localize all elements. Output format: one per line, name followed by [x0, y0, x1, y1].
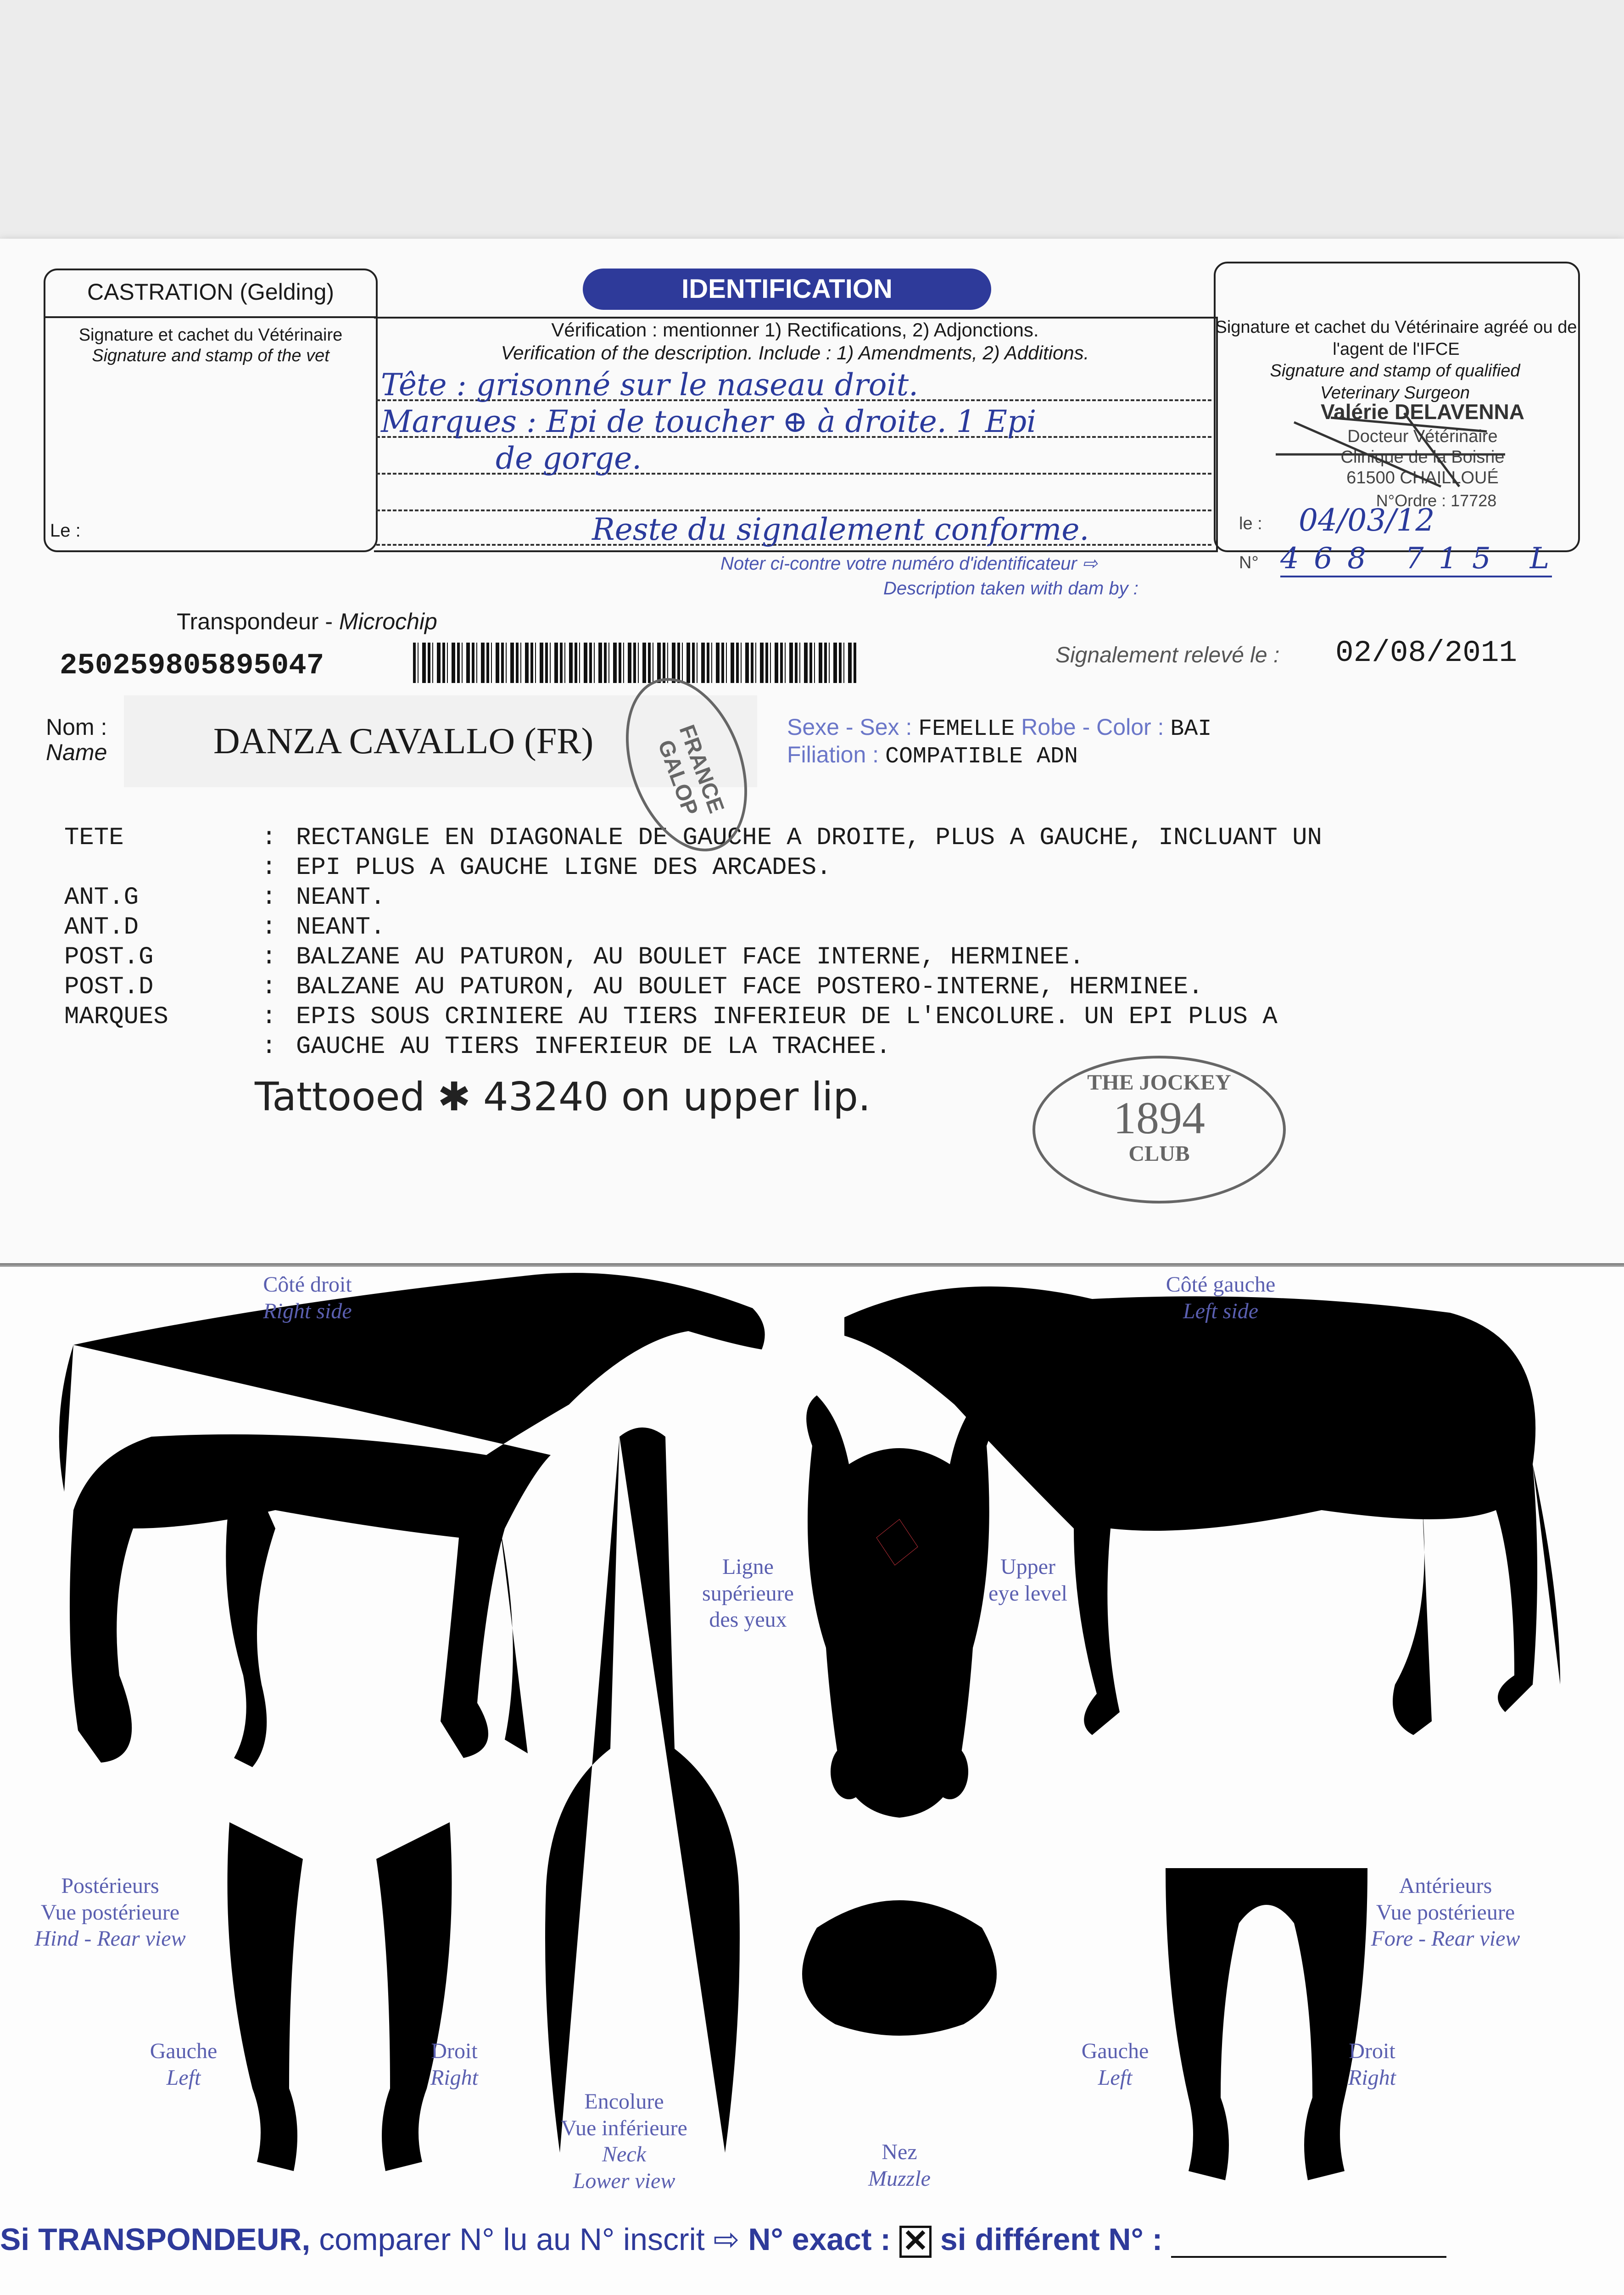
note-en: Description taken with dam by :	[883, 578, 1138, 599]
color-label: Robe - Color :	[1021, 714, 1164, 740]
desc-text: GAUCHE AU TIERS INFERIEUR DE LA TRACHEE.	[296, 1033, 891, 1061]
sex-value: FEMELLE	[918, 716, 1015, 742]
vet-stamp-clinic: Clinique de la Boisrie	[1340, 448, 1505, 467]
castration-sig-en: Signature and stamp of the vet	[92, 346, 329, 365]
eye-level-en-label: Upper eye level	[988, 1555, 1067, 1606]
jockey-year: 1894	[1113, 1092, 1205, 1143]
neck-view-label	[528, 2088, 720, 2194]
muzzle-en: Muzzle	[868, 2166, 931, 2191]
vet-stamp-name: Valérie DELAVENNA	[1321, 400, 1524, 424]
horse-hind-rear-drawing	[211, 1767, 468, 2199]
neck-en2: Lower view	[573, 2168, 675, 2193]
right-side-label	[239, 1271, 376, 1324]
left-text: Left	[166, 2065, 201, 2090]
desc-text: NEANT.	[296, 913, 385, 941]
left-side-en: Left side	[1183, 1299, 1258, 1323]
footer-different: si différent N° :	[940, 2222, 1163, 2257]
verification-en: Verification of the description. Include : 1) Amendments, 2) Additions.	[501, 342, 1089, 364]
fore-fr2: Vue postérieure	[1376, 1900, 1515, 1925]
left-side-fr: Côté gauche	[1166, 1272, 1276, 1297]
fore-right-label	[1331, 2038, 1413, 2091]
castration-title: CASTRATION (Gelding)	[87, 279, 335, 305]
name-label-fr: Nom :	[46, 714, 107, 740]
transponder-label-en: Microchip	[339, 609, 437, 634]
vet-stamp-city: 61500 CHAILLOUÉ	[1346, 468, 1499, 487]
vet-le-label: le :	[1239, 514, 1262, 533]
right-side-en: Right side	[263, 1299, 352, 1323]
neck-en1: Neck	[602, 2142, 646, 2167]
fore-view-label	[1345, 1873, 1546, 1952]
hind-view-label	[23, 1873, 197, 1952]
hind-left-label	[142, 2038, 225, 2091]
vet-le-value: 04/03/12	[1299, 503, 1435, 538]
vet-stamp-ordre: N°Ordre : 17728	[1376, 491, 1497, 510]
transponder-label	[177, 608, 437, 635]
desc-text: EPIS SOUS CRINIERE AU TIERS INFERIEUR DE L'ENCOLURE. UN EPI PLUS A	[296, 1003, 1278, 1031]
barcode	[413, 643, 858, 683]
footer-exact: N° exact :	[748, 2222, 891, 2257]
desc-text: RECTANGLE EN DIAGONALE DE GAUCHE A DROITE, PLUS A GAUCHE, INCLUANT UN	[296, 824, 1322, 852]
muzzle-fr: Nez	[882, 2140, 917, 2164]
identification-title: IDENTIFICATION	[583, 269, 991, 310]
eye-level-fr-label: Ligne supérieure des yeux	[702, 1555, 794, 1632]
vet-stamp-title: Docteur Vétérinaire	[1347, 427, 1498, 446]
right-text: Right	[1348, 2065, 1396, 2090]
transponder-label-fr: Transpondeur -	[177, 609, 333, 634]
desc-label: ANT.G	[64, 884, 139, 912]
footer-si: Si	[0, 2222, 30, 2257]
note-fr: Noter ci-contre votre numéro d'identificateur ⇨	[720, 554, 1098, 574]
left-side-label	[1147, 1271, 1294, 1324]
france-galop-text: FRANCE GALOP	[653, 722, 729, 819]
desc-text: EPI PLUS A GAUCHE LIGNE DES ARCADES.	[296, 854, 832, 882]
desc-text: BALZANE AU PATURON, AU BOULET FACE POSTERO-INTERNE, HERMINEE.	[296, 973, 1203, 1001]
sex-color-line	[787, 714, 1211, 742]
right-side-fr: Côté droit	[263, 1272, 352, 1297]
castration-le: Le :	[50, 521, 81, 541]
desc-text: NEANT.	[296, 884, 385, 912]
handwritten-line-1: Tête : grisonné sur le naseau droit.	[381, 367, 919, 403]
filiation-label: Filiation :	[787, 742, 879, 767]
jockey-club-stamp	[1032, 1056, 1286, 1203]
footer-line	[0, 2222, 1446, 2258]
jockey-bottom: CLUB	[1128, 1142, 1190, 1166]
castration-sig-fr: Signature et cachet du Vétérinaire	[78, 325, 343, 345]
droit-text: Droit	[431, 2039, 478, 2063]
different-number-field[interactable]	[1171, 2233, 1446, 2258]
hind-en: Hind - Rear view	[34, 1926, 186, 1951]
hind-fr1: Postérieurs	[61, 1874, 159, 1898]
desc-label: POST.G	[64, 943, 154, 971]
signalement-label: Signalement relevé le :	[1055, 643, 1280, 667]
arrow-icon: ⇨	[713, 2222, 740, 2257]
color-value: BAI	[1170, 716, 1212, 742]
desc-label: POST.D	[64, 973, 154, 1001]
tattoo-note: Tattooed ✱ 43240 on upper lip.	[255, 1074, 871, 1120]
left-text: Left	[1098, 2065, 1133, 2090]
handwritten-line-3: de gorge.	[496, 441, 642, 476]
footer-transpondeur: TRANSPONDEUR,	[38, 2222, 311, 2257]
desc-label: MARQUES	[64, 1003, 168, 1031]
fore-fr1: Antérieurs	[1399, 1874, 1492, 1898]
vet-no-label: N°	[1239, 553, 1259, 572]
verification-fr: Vérification : mentionner 1) Rectifications, 2) Adjonctions.	[551, 319, 1039, 341]
vet-sig-en: Signature and stamp of qualified Veterinary Surgeon	[1270, 361, 1520, 403]
neck-fr1: Encolure	[584, 2089, 664, 2114]
horse-neck-lower-drawing	[532, 1418, 753, 2185]
vet-no-value: 4 6 8 7 1 5 L	[1280, 542, 1552, 577]
sex-label: Sexe - Sex :	[787, 714, 912, 740]
filiation-value: COMPATIBLE ADN	[885, 744, 1078, 770]
hind-right-label	[413, 2038, 496, 2091]
footer-compare: comparer N° lu au N° inscrit	[319, 2222, 705, 2257]
gauche-text: Gauche	[1081, 2039, 1149, 2063]
hind-fr2: Vue postérieure	[40, 1900, 180, 1925]
desc-text: BALZANE AU PATURON, AU BOULET FACE INTERNE, HERMINEE.	[296, 943, 1084, 971]
horse-muzzle-drawing	[780, 1882, 1019, 2047]
transponder-number: 250259805895047	[60, 649, 324, 683]
filiation-line	[787, 741, 1078, 770]
fore-en: Fore - Rear view	[1371, 1926, 1520, 1951]
name-label-en: Name	[46, 739, 107, 765]
desc-label: ANT.D	[64, 913, 139, 941]
handwritten-line-2: Marques : Epi de toucher ⊕ à droite. 1 Epi	[381, 404, 1037, 439]
handwritten-line-5: Reste du signalement conforme.	[592, 512, 1089, 547]
gauche-text: Gauche	[150, 2039, 218, 2063]
horse-head-front-drawing	[780, 1391, 1019, 1877]
neck-fr2: Vue inférieure	[561, 2116, 687, 2140]
horse-name: DANZA CAVALLO (FR)	[213, 721, 594, 761]
castration-box	[44, 269, 378, 552]
muzzle-label	[840, 2139, 959, 2192]
vet-signature	[1267, 404, 1524, 496]
checked-box-icon[interactable]: ✕	[899, 2226, 932, 2258]
jockey-top: THE JOCKEY	[1087, 1070, 1231, 1095]
vet-sig-fr: Signature et cachet du Vétérinaire agréé ou de l'agent de l'IFCE	[1215, 318, 1577, 359]
signalement-date: 02/08/2011	[1335, 636, 1518, 670]
fore-left-label	[1074, 2038, 1156, 2091]
droit-text: Droit	[1349, 2039, 1395, 2063]
right-text: Right	[430, 2065, 478, 2090]
desc-label: TETE	[64, 824, 124, 852]
